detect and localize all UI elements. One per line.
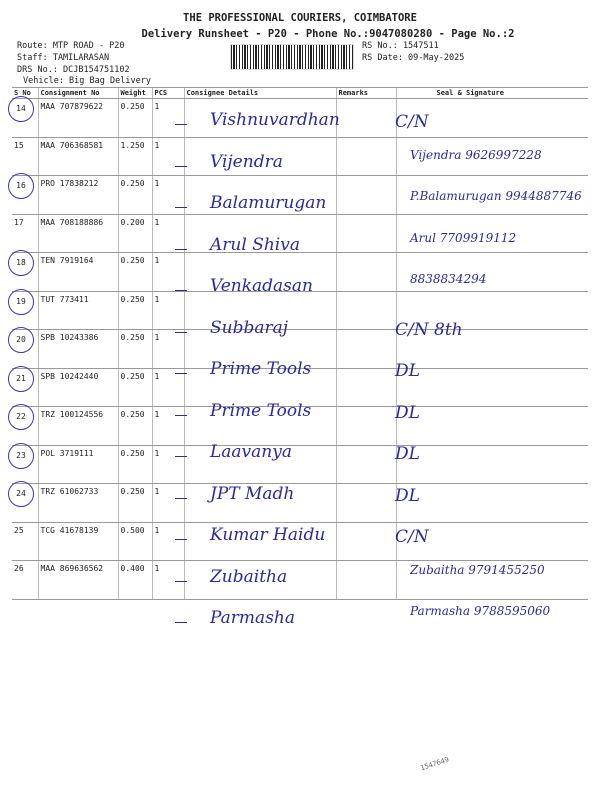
row-sno (12, 99, 38, 138)
circled-number: 16 (8, 173, 34, 199)
circled-number: 21 (8, 366, 34, 392)
row-pcs: 1 (152, 561, 184, 600)
row-weight: 0.250 (118, 407, 152, 446)
handwritten-signature: P.Balamurugan 9944887746 (410, 189, 582, 203)
row-consignment: TUT 773411 (38, 291, 118, 330)
row-sno (12, 291, 38, 330)
row-sno (12, 368, 38, 407)
row-pcs: 1 (152, 407, 184, 446)
row-pcs: 1 (152, 253, 184, 292)
row-pcs: 1 (152, 214, 184, 253)
row-remarks (336, 484, 396, 523)
handwritten-consignee: Venkadasan (210, 276, 313, 296)
handwritten-signature: DL (395, 361, 420, 381)
company-title: THE PROFESSIONAL COURIERS, COIMBATORE (183, 12, 417, 24)
row-consignment: SPB 10242440 (38, 368, 118, 407)
row-weight: 0.250 (118, 484, 152, 523)
row-weight: 1.250 (118, 137, 152, 176)
row-consignment: MAA 708188886 (38, 214, 118, 253)
row-pcs: 1 (152, 368, 184, 407)
handwritten-signature: Parmasha 9788595060 (410, 604, 551, 618)
col-sno: S No (12, 88, 38, 99)
circled-number: 18 (8, 250, 34, 276)
row-signature (396, 407, 588, 446)
handwritten-consignee: Prime Tools (210, 359, 312, 379)
handwritten-dash (175, 539, 187, 540)
footer-mark: 1547649 (419, 755, 451, 773)
handwritten-dash (175, 456, 187, 457)
table-row (12, 291, 588, 330)
col-consignee: Consignee Details (184, 88, 336, 99)
row-remarks (336, 176, 396, 215)
row-signature (396, 484, 588, 523)
row-weight: 0.200 (118, 214, 152, 253)
row-pcs: 1 (152, 176, 184, 215)
row-weight: 0.250 (118, 368, 152, 407)
table-header-row (12, 88, 588, 99)
row-remarks (336, 214, 396, 253)
circled-number: 14 (8, 96, 34, 122)
row-weight: 0.250 (118, 330, 152, 369)
handwritten-dash (175, 249, 187, 250)
col-signature: Seal & Signature (396, 88, 588, 99)
handwritten-consignee: Zubaitha (210, 566, 288, 587)
handwritten-consignee: JPT Madh (210, 483, 295, 504)
row-consignment: TCG 41678139 (38, 522, 118, 561)
row-pcs: 1 (152, 330, 184, 369)
handwritten-signature: DL (395, 402, 420, 423)
row-remarks (336, 253, 396, 292)
row-sno: 15 (12, 137, 38, 176)
row-sno (12, 445, 38, 484)
row-sno (12, 176, 38, 215)
row-weight: 0.250 (118, 99, 152, 138)
handwritten-consignee: Vijendra (210, 151, 283, 172)
table-row (12, 445, 588, 484)
row-consignment: TRZ 100124556 (38, 407, 118, 446)
row-pcs: 1 (152, 445, 184, 484)
handwritten-dash (175, 622, 187, 623)
row-signature (396, 445, 588, 484)
row-sno: 26 (12, 561, 38, 600)
handwritten-dash (175, 332, 187, 333)
handwritten-signature: DL (395, 485, 420, 506)
row-weight: 0.400 (118, 561, 152, 600)
handwritten-dash (175, 166, 187, 167)
row-remarks (336, 445, 396, 484)
staff-label: Staff: TAMILARASAN (17, 53, 110, 63)
col-pcs: PCS (152, 88, 184, 99)
row-pcs: 1 (152, 99, 184, 138)
row-weight: 0.250 (118, 176, 152, 215)
handwritten-signature: Vijendra 9626997228 (410, 147, 542, 162)
barcode (230, 44, 354, 70)
row-pcs: 1 (152, 291, 184, 330)
row-remarks (336, 522, 396, 561)
handwritten-consignee: Prime Tools (210, 400, 312, 421)
row-pcs: 1 (152, 137, 184, 176)
handwritten-signature: DL (395, 444, 420, 464)
handwritten-dash (175, 207, 187, 208)
table-row (12, 484, 588, 523)
row-consignment: MAA 706368581 (38, 137, 118, 176)
handwritten-dash (175, 581, 187, 582)
row-consignment: SPB 10243386 (38, 330, 118, 369)
circled-number: 19 (8, 289, 34, 315)
runsheet-table (12, 87, 588, 600)
handwritten-consignee: Laavanya (210, 442, 292, 462)
handwritten-dash (175, 415, 187, 416)
row-sno (12, 253, 38, 292)
col-remarks: Remarks (336, 88, 396, 99)
row-remarks (336, 561, 396, 600)
row-weight: 0.250 (118, 253, 152, 292)
row-consignment: MAA 869636562 (38, 561, 118, 600)
row-remarks (336, 291, 396, 330)
row-remarks (336, 99, 396, 138)
row-sno (12, 484, 38, 523)
handwritten-signature: C/N 8th (395, 319, 463, 340)
handwritten-dash (175, 498, 187, 499)
circled-number: 22 (8, 404, 34, 430)
row-pcs: 1 (152, 484, 184, 523)
circled-number: 23 (8, 443, 34, 469)
circled-number: 20 (8, 327, 34, 353)
rs-number: RS No.: 1547511 (362, 41, 439, 51)
row-consignment: PRO 17838212 (38, 176, 118, 215)
row-remarks (336, 137, 396, 176)
handwritten-dash (175, 290, 187, 291)
handwritten-dash (175, 373, 187, 374)
row-remarks (336, 330, 396, 369)
row-consignment: MAA 707879622 (38, 99, 118, 138)
row-sno: 25 (12, 522, 38, 561)
rs-date: RS Date: 09-May-2025 (362, 53, 465, 63)
route-label: Route: MTP ROAD - P20 (17, 41, 125, 51)
row-weight: 0.500 (118, 522, 152, 561)
circled-number: 24 (8, 481, 34, 507)
vehicle-label: Vehicle: Big Bag Delivery (23, 76, 151, 86)
row-pcs: 1 (152, 522, 184, 561)
runsheet-subtitle: Delivery Runsheet - P20 - Phone No.:9047080280 - Page No.:2 (141, 28, 515, 40)
handwritten-consignee: Parmasha (210, 608, 295, 628)
handwritten-signature: Zubaitha 9791455250 (410, 562, 545, 577)
row-remarks (336, 368, 396, 407)
row-weight: 0.250 (118, 445, 152, 484)
handwritten-signature: C/N (395, 527, 429, 547)
row-consignment: POL 3719111 (38, 445, 118, 484)
drs-number: DRS No.: DCJB154751102 (17, 65, 130, 75)
handwritten-signature: 8838834294 (410, 272, 487, 286)
handwritten-consignee: Vishnuvardhan (210, 110, 340, 130)
row-remarks (336, 407, 396, 446)
row-sno (12, 407, 38, 446)
handwritten-consignee: Balamurugan (210, 193, 327, 213)
row-sno (12, 330, 38, 369)
row-signature (396, 368, 588, 407)
row-consignment: TRZ 61062733 (38, 484, 118, 523)
handwritten-dash (175, 124, 187, 125)
col-weight: Weight (118, 88, 152, 99)
handwritten-signature: C/N (395, 112, 429, 132)
row-consignment: TEN 7919164 (38, 253, 118, 292)
row-sno: 17 (12, 214, 38, 253)
handwritten-consignee: Kumar Haidu (210, 525, 326, 545)
handwritten-consignee: Arul Shiva (210, 234, 300, 255)
col-consignment: Consignment No (38, 88, 118, 99)
handwritten-consignee: Subbaraj (210, 317, 289, 338)
row-weight: 0.250 (118, 291, 152, 330)
handwritten-signature: Arul 7709919112 (410, 230, 517, 245)
